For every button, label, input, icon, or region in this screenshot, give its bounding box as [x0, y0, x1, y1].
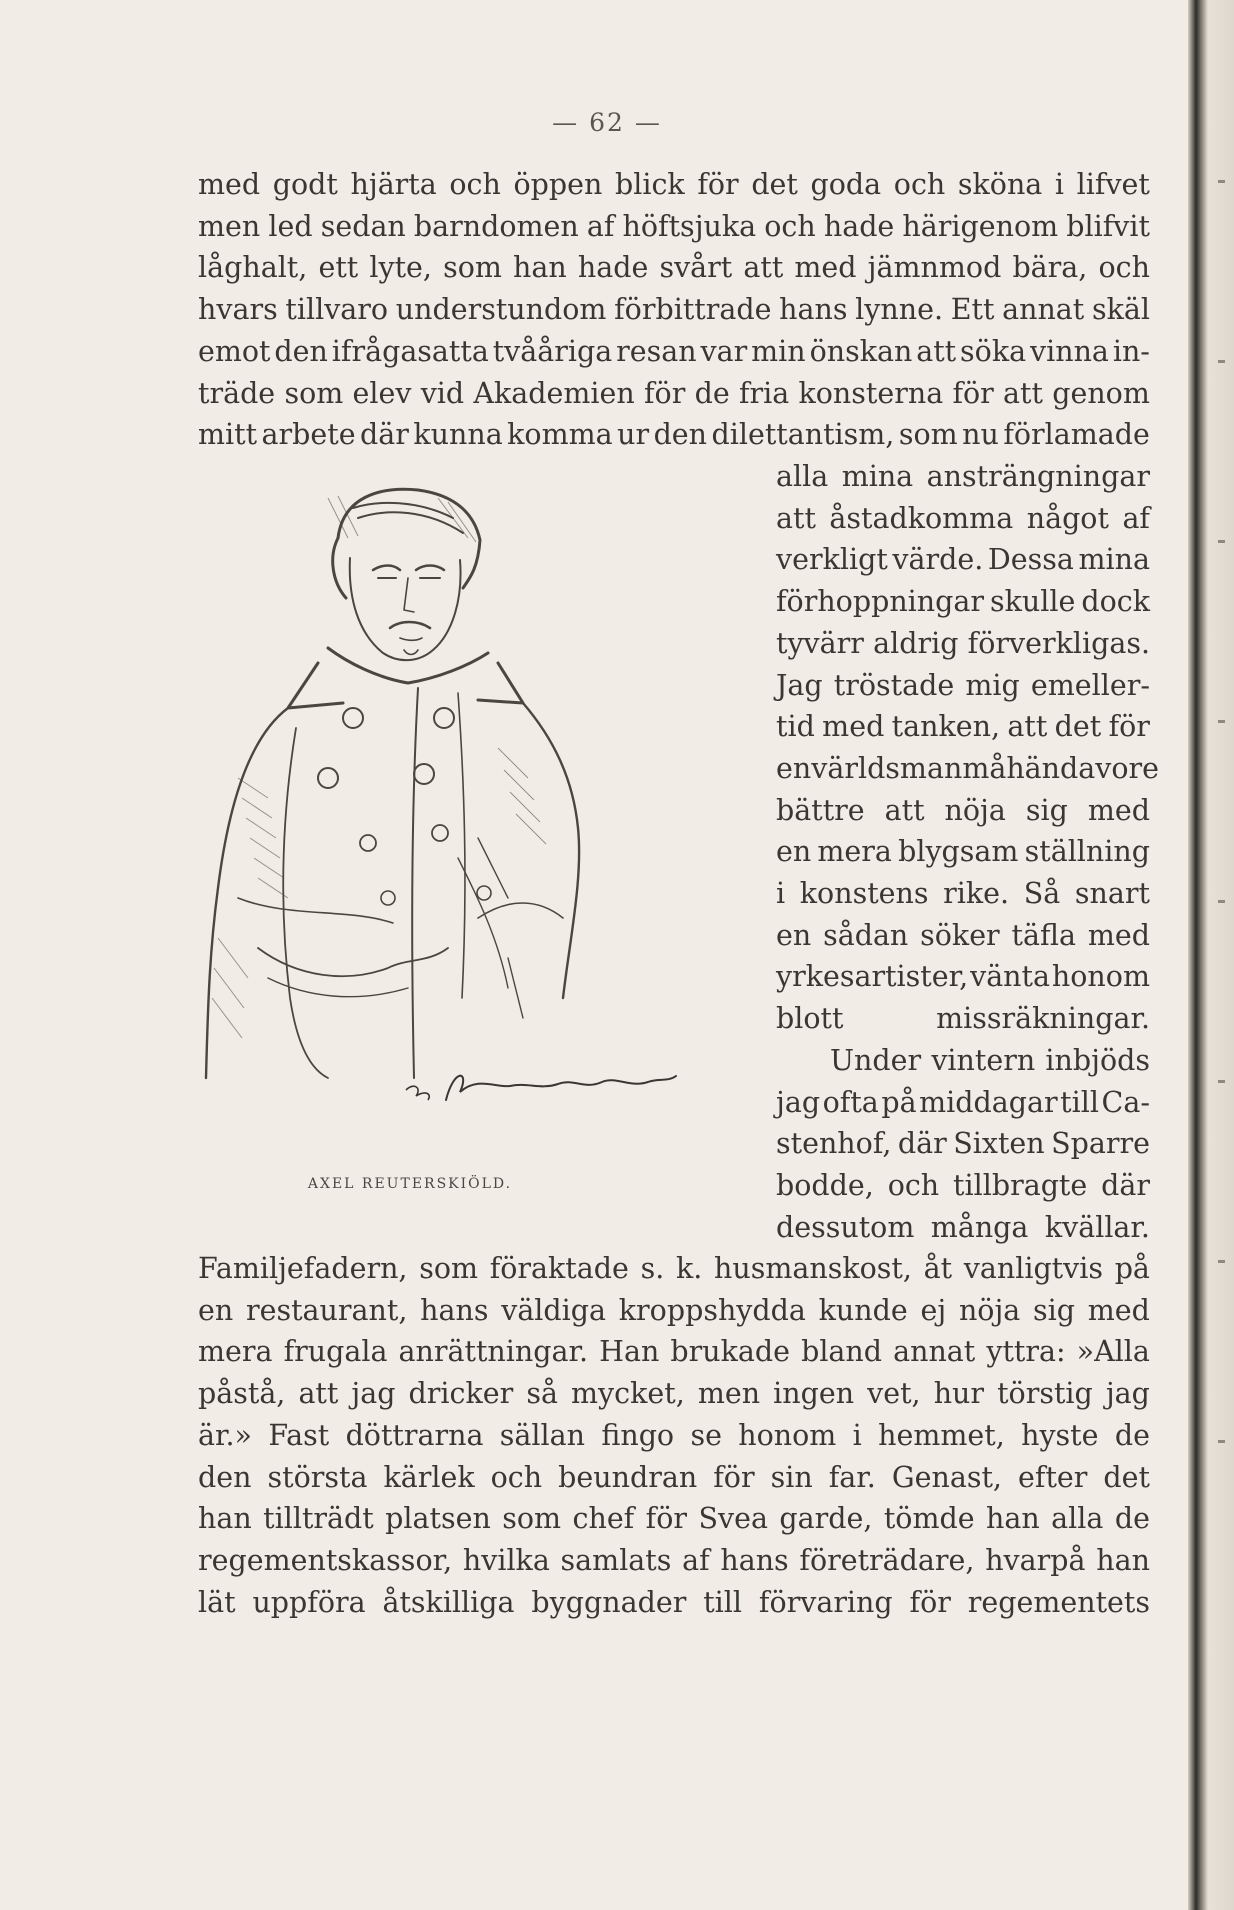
word: i: [776, 877, 786, 910]
word: platsen: [385, 1502, 491, 1536]
word: förbittrade: [614, 293, 772, 327]
word: bättre: [776, 793, 865, 827]
word: sedan: [320, 209, 406, 243]
word: understundom: [395, 293, 607, 327]
word: ett: [318, 251, 359, 285]
word: ur: [617, 418, 650, 452]
word: hvarpå: [985, 1543, 1086, 1577]
word: konstens: [799, 877, 929, 910]
text-line: [198, 206, 1150, 248]
gutter-mark: [1218, 360, 1225, 363]
word: Akademien: [473, 376, 635, 410]
word: mina: [1078, 543, 1150, 577]
word: förhoppningar: [776, 585, 985, 619]
word: samlats: [560, 1543, 672, 1577]
word: chef: [572, 1502, 635, 1536]
word: ställning: [1024, 835, 1150, 869]
word: hans: [720, 1543, 789, 1577]
word: och: [887, 1168, 940, 1202]
word: fingo: [601, 1418, 675, 1452]
word: med: [1087, 1293, 1150, 1327]
word: s.: [640, 1252, 665, 1285]
word: tvååriga: [492, 334, 613, 368]
text-line: [198, 1373, 1150, 1415]
word: stenhof,: [776, 1127, 892, 1161]
word: förverkligas.: [967, 626, 1150, 660]
word: och: [764, 209, 816, 243]
word: frugala: [283, 1335, 388, 1369]
text-line: [776, 581, 1150, 623]
text-line: [198, 331, 1150, 373]
word: Dessa: [987, 543, 1074, 577]
word: sin: [770, 1460, 813, 1494]
word: lät: [198, 1585, 236, 1619]
word: i: [1054, 168, 1065, 201]
word: kvällar.: [1044, 1210, 1150, 1244]
word: blifvit: [1066, 209, 1150, 243]
gutter-mark: [1218, 1260, 1225, 1263]
word: honom: [1051, 960, 1150, 994]
word: Sixten: [953, 1127, 1045, 1161]
word: som: [502, 1502, 562, 1536]
word: skäl: [1091, 293, 1150, 327]
word: döttrarna: [345, 1418, 484, 1452]
word: till: [703, 1585, 743, 1619]
text-line: [776, 790, 1150, 832]
word: med: [822, 710, 885, 744]
word: de: [694, 376, 730, 410]
word: sköna: [957, 168, 1043, 201]
text-line: [198, 1248, 1150, 1290]
word: hvars: [198, 293, 278, 327]
word: nu: [962, 418, 999, 452]
word: lyte,: [369, 251, 432, 285]
word: Sparre: [1051, 1127, 1150, 1161]
word: för: [645, 1502, 688, 1536]
word: för: [1108, 710, 1150, 744]
word: rike.: [943, 877, 1010, 910]
word: härigenom: [902, 209, 1059, 243]
word: företrädare,: [799, 1543, 975, 1577]
word: hyste: [1021, 1418, 1099, 1452]
word: att: [1007, 710, 1048, 744]
word: för: [952, 376, 994, 410]
word: resan: [616, 334, 697, 368]
word: vanligtvis: [963, 1252, 1103, 1285]
word: barndomen: [413, 209, 579, 243]
word: mitt: [198, 418, 258, 452]
word: att: [298, 1377, 339, 1411]
word: emot: [198, 334, 271, 368]
word: bland: [801, 1335, 883, 1369]
page-number: — 62 —: [552, 108, 662, 137]
word: och: [490, 1460, 543, 1494]
word: vintern: [931, 1043, 1036, 1077]
word: min: [751, 334, 806, 368]
word: den: [198, 1460, 252, 1494]
word: förvaring: [758, 1585, 893, 1619]
text-line: [198, 1498, 1150, 1540]
text-line: [198, 1540, 1150, 1582]
word: önskan: [809, 334, 913, 368]
word: kärlek: [383, 1460, 475, 1494]
word: och: [893, 168, 946, 201]
word: med: [1087, 793, 1150, 827]
word: lifvet: [1076, 168, 1150, 201]
word: mig: [965, 668, 1020, 702]
word: och: [1098, 251, 1150, 285]
word: mina: [841, 460, 914, 493]
word: största: [267, 1460, 368, 1494]
word: för: [713, 1460, 755, 1494]
word: tröstade: [833, 668, 955, 702]
word: för: [697, 168, 739, 201]
word: den: [653, 418, 708, 452]
portrait-caption: AXEL REUTERSKIÖLD.: [307, 1176, 513, 1192]
word: värde.: [892, 543, 984, 577]
word: åt: [923, 1252, 953, 1285]
word: blygsam: [898, 835, 1019, 869]
word: verkligt: [776, 543, 888, 577]
word: annat: [1002, 293, 1085, 327]
word: kunde: [818, 1293, 908, 1327]
word: dricker: [408, 1377, 514, 1411]
word: honom: [738, 1418, 837, 1452]
word: byggnader: [531, 1585, 687, 1619]
word: tillvaro: [285, 293, 389, 327]
word: hjärta: [350, 168, 437, 201]
word: brukade: [670, 1335, 790, 1369]
word: tillbragte: [953, 1168, 1088, 1202]
word: med: [1087, 918, 1150, 952]
word: täfla: [1011, 918, 1076, 952]
word: för: [644, 376, 686, 410]
word: med: [794, 251, 857, 285]
word: föraktade: [489, 1252, 629, 1285]
word: blick: [615, 168, 685, 201]
word: Fast: [268, 1418, 330, 1452]
text-line: [776, 748, 1160, 790]
word: som: [419, 1252, 478, 1285]
word: ansträngningar: [926, 460, 1150, 493]
word: konsterna: [798, 376, 944, 410]
word: ej: [920, 1293, 947, 1327]
word: anrättningar.: [398, 1335, 589, 1369]
word: aldrig: [873, 626, 959, 660]
word: vänta: [970, 960, 1050, 994]
text-line: [776, 873, 1150, 915]
word: på: [1114, 1252, 1150, 1285]
gutter-mark: [1218, 1080, 1225, 1083]
text-line: [198, 164, 1150, 206]
word: alla: [776, 460, 829, 493]
word: att: [1003, 376, 1043, 410]
word: att: [916, 334, 957, 368]
word: åtskilliga: [382, 1585, 515, 1619]
word: som: [284, 376, 344, 410]
word: hvilka: [462, 1543, 550, 1577]
word: jämnmod: [867, 251, 1002, 285]
word: till: [1060, 1085, 1099, 1119]
word: men: [697, 1377, 761, 1411]
text-line: [198, 289, 1150, 331]
word: låghalt,: [198, 251, 308, 285]
word: förlamade: [1003, 418, 1150, 452]
text-line: [776, 915, 1150, 957]
word: godt: [272, 168, 338, 201]
word: Under: [830, 1043, 922, 1077]
word: dessutom: [776, 1210, 915, 1244]
word: bodde,: [776, 1168, 874, 1202]
word: det: [1103, 1460, 1150, 1494]
text-line: [776, 1040, 1150, 1082]
gutter-mark: [1218, 540, 1225, 543]
word: hade: [577, 251, 649, 285]
word: skulle: [990, 585, 1076, 619]
word: mycket,: [571, 1377, 685, 1411]
word: en: [776, 751, 812, 785]
word: att: [743, 251, 784, 285]
word: nöja: [944, 793, 1006, 827]
text-line: [198, 1457, 1150, 1499]
text-line: [776, 539, 1150, 581]
text-line: [776, 623, 1150, 665]
word: kroppshydda: [618, 1293, 806, 1327]
word: garde,: [779, 1502, 873, 1536]
word: af: [586, 209, 615, 243]
word: träde: [198, 376, 276, 410]
word: missräkningar.: [936, 1002, 1150, 1036]
word: är.»: [198, 1418, 252, 1452]
word: elev: [352, 376, 412, 410]
word: regementskassor,: [198, 1543, 453, 1577]
word: mera: [817, 835, 892, 869]
word: beundran: [558, 1460, 698, 1494]
word: inbjöds: [1045, 1043, 1150, 1077]
word: af: [1122, 501, 1150, 535]
text-line: [776, 1082, 1150, 1124]
word: sällan: [499, 1418, 585, 1452]
gutter-mark: [1218, 720, 1225, 723]
word: jag: [1105, 1377, 1150, 1411]
text-line: [776, 665, 1150, 707]
word: sådan: [823, 918, 909, 952]
word: bära,: [1012, 251, 1088, 285]
text-line: [776, 1123, 1150, 1165]
word: husmanskost,: [714, 1252, 912, 1285]
word: som: [443, 251, 502, 285]
word: världsman: [811, 751, 963, 785]
word: jag: [776, 1085, 821, 1119]
word: en: [198, 1293, 234, 1327]
word: in-: [1112, 334, 1150, 368]
word: Genast,: [891, 1460, 1002, 1494]
word: vinna: [1030, 334, 1109, 368]
word: alla: [1051, 1502, 1104, 1536]
word: ofta: [822, 1085, 879, 1119]
word: blott: [776, 1002, 844, 1036]
word: vid: [420, 376, 465, 410]
word: hur: [933, 1377, 985, 1411]
word: tid: [776, 710, 815, 744]
text-line: [776, 498, 1150, 540]
word: fria: [738, 376, 790, 410]
word: yrkesartister,: [776, 960, 969, 994]
text-line: [776, 1207, 1150, 1249]
word: törstig: [997, 1377, 1093, 1411]
word: vet,: [867, 1377, 921, 1411]
word: Ett: [950, 293, 995, 327]
word: lynne.: [855, 293, 944, 327]
word: hans: [420, 1293, 489, 1327]
text-line: [198, 1582, 1150, 1624]
word: den: [274, 334, 328, 368]
word: restaurant,: [245, 1293, 408, 1327]
word: var: [700, 334, 748, 368]
word: arbete: [261, 418, 356, 452]
word: genom: [1052, 376, 1150, 410]
word: tyvärr: [776, 626, 864, 660]
word: led: [268, 209, 313, 243]
word: dock: [1081, 585, 1150, 619]
word: och: [449, 168, 501, 201]
word: »Alla: [1076, 1335, 1150, 1369]
word: far.: [828, 1460, 876, 1494]
text-line: [198, 1290, 1150, 1332]
word: efter: [1018, 1460, 1088, 1494]
word: Jag: [776, 668, 823, 702]
word: i: [852, 1418, 862, 1452]
word: sig: [1033, 1293, 1076, 1327]
word: emeller-: [1030, 668, 1150, 702]
word: det: [1054, 710, 1102, 744]
word: svårt: [659, 251, 733, 285]
word: påstå,: [198, 1377, 286, 1411]
word: Familjefadern,: [198, 1252, 408, 1285]
word: yttra:: [986, 1335, 1066, 1369]
word: för: [909, 1585, 951, 1619]
word: han: [198, 1502, 252, 1536]
word: att: [884, 793, 925, 827]
word: goda: [810, 168, 882, 201]
gutter-mark: [1218, 900, 1225, 903]
word: af: [682, 1543, 710, 1577]
text-line: [198, 1331, 1150, 1373]
word: han: [513, 251, 567, 285]
word: söka: [960, 334, 1027, 368]
word: så: [526, 1377, 558, 1411]
word: tillträdt: [263, 1502, 374, 1536]
word: de: [1114, 1418, 1150, 1452]
word: dilettantism,: [711, 418, 895, 452]
word: han: [986, 1502, 1040, 1536]
word: Han: [599, 1335, 660, 1369]
word: annat: [893, 1335, 976, 1369]
word: hade: [823, 209, 895, 243]
word: hans: [779, 293, 848, 327]
word: åstadkomma: [829, 501, 1014, 535]
word: Så: [1023, 877, 1061, 910]
word: mera: [198, 1335, 273, 1369]
text-line: [776, 998, 1150, 1040]
word: söker: [920, 918, 1000, 952]
word: kunna: [413, 418, 503, 452]
word: men: [198, 209, 261, 243]
word: sig: [1025, 793, 1068, 827]
text-line: [198, 414, 1150, 456]
text-line: [776, 706, 1150, 748]
page-gutter: [1188, 0, 1234, 1910]
word: snart: [1074, 877, 1150, 910]
text-line: [198, 247, 1150, 289]
text-line: [198, 1415, 1150, 1457]
word: de: [1114, 1502, 1150, 1536]
word: där: [360, 418, 409, 452]
word: med: [198, 168, 261, 201]
word: middagar: [919, 1085, 1058, 1119]
word: tömde: [883, 1502, 975, 1536]
word: där: [1101, 1168, 1150, 1202]
word: hemmet,: [878, 1418, 1005, 1452]
word: han: [1096, 1543, 1150, 1577]
word: k.: [675, 1252, 703, 1285]
word: jag: [351, 1377, 396, 1411]
text-line: [198, 373, 1150, 415]
word: öppen: [513, 168, 603, 201]
word: ingen: [773, 1377, 855, 1411]
word: regementets: [967, 1585, 1150, 1619]
word: ifrågasatta: [331, 334, 489, 368]
word: på: [881, 1085, 917, 1119]
word: Svea: [698, 1502, 768, 1536]
text-line: [776, 956, 1150, 998]
word: vore: [1095, 751, 1160, 785]
word: många: [930, 1210, 1029, 1244]
word: en: [776, 918, 812, 952]
gutter-mark: [1218, 180, 1225, 183]
word: att: [776, 501, 816, 535]
text-line: [776, 456, 1150, 498]
word: Ca-: [1101, 1085, 1150, 1119]
text-line: [776, 1165, 1150, 1207]
word: som: [898, 418, 958, 452]
text-line: [776, 831, 1150, 873]
word: väldiga: [501, 1293, 607, 1327]
word: där: [897, 1127, 947, 1161]
word: nöja: [958, 1293, 1021, 1327]
word: komma: [507, 418, 613, 452]
portrait-illustration: [178, 478, 778, 1110]
word: det: [751, 168, 798, 201]
word: uppföra: [252, 1585, 366, 1619]
word: höftsjuka: [622, 209, 757, 243]
word: tanken,: [891, 710, 1001, 744]
gutter-mark: [1218, 1440, 1225, 1443]
word: en: [776, 835, 812, 869]
word: något: [1026, 501, 1109, 535]
word: se: [690, 1418, 722, 1452]
word: måhända: [962, 751, 1096, 785]
